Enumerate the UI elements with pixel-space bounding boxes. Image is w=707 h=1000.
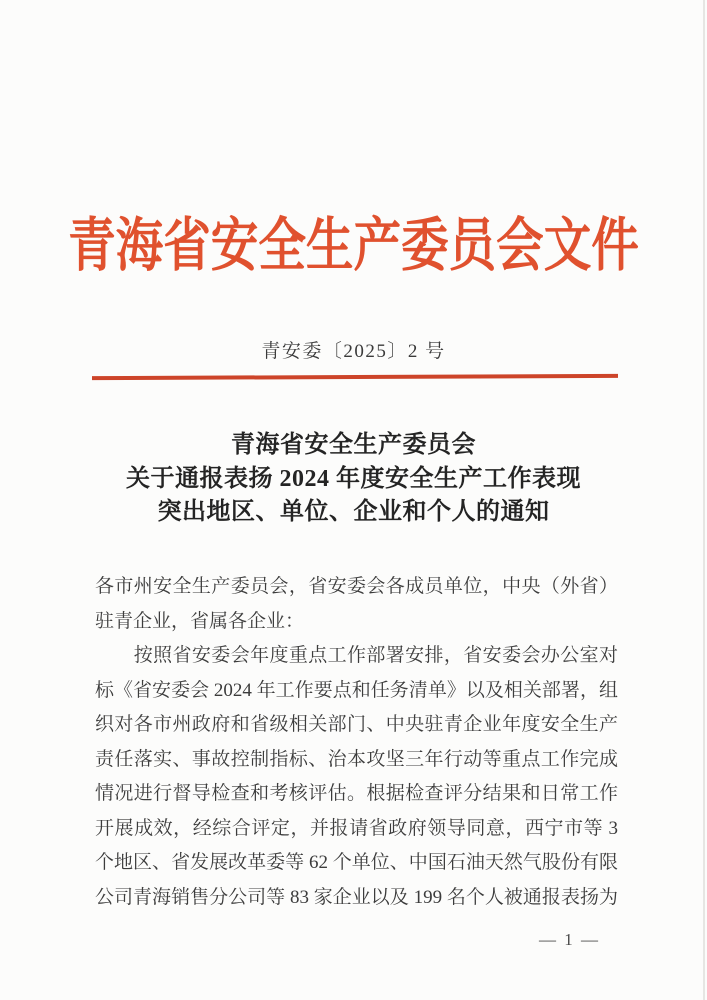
notice-title-line-1: 青海省安全生产委员会 — [231, 432, 476, 458]
letterhead-title: 青海省安全生产委员会文件 — [68, 213, 639, 278]
body-line: 按照省安委会年度重点工作部署安排，省安委会办公室对 — [95, 645, 618, 666]
body-line: 公司青海销售分公司等 83 家企业以及 199 名个人被通报表扬为 — [95, 886, 618, 908]
body-line: 各市州安全生产委员会，省安委会各成员单位，中央（外省） — [95, 576, 618, 597]
notice-title-line-2: 关于通报表扬 2024 年度安全生产工作表现 — [126, 465, 581, 492]
body-line: 标《省安委会 2024 年工作要点和任务清单》以及相关部署，组 — [95, 679, 618, 701]
notice-title — [0, 429, 707, 530]
notice-title-line-3: 突出地区、单位、企业和个人的通知 — [157, 499, 550, 525]
document-number: 青安委〔2025〕2 号 — [261, 341, 446, 362]
red-divider-line — [92, 374, 618, 380]
body-line: 个地区、省发展改革委等 62 个单位、中国石油天然气股份有限 — [95, 852, 618, 873]
body-line: 驻青企业，省属各企业： — [95, 610, 305, 632]
scan-right-edge — [703, 0, 705, 1000]
page-number: — 1 — — [539, 930, 600, 949]
body-line: 责任落实、事故控制指标、治本攻坚三年行动等重点工作完成 — [95, 748, 618, 770]
body-line: 开展成效，经综合评定，并报请省政府领导同意，西宁市等 3 — [95, 817, 618, 839]
body-line: 织对各市州政府和省级相关部门、中央驻青企业年度安全生产 — [95, 714, 618, 735]
body-line: 情况进行督导检查和考核评估。根据检查评分结果和日常工作 — [95, 783, 618, 804]
body-text — [95, 570, 618, 915]
